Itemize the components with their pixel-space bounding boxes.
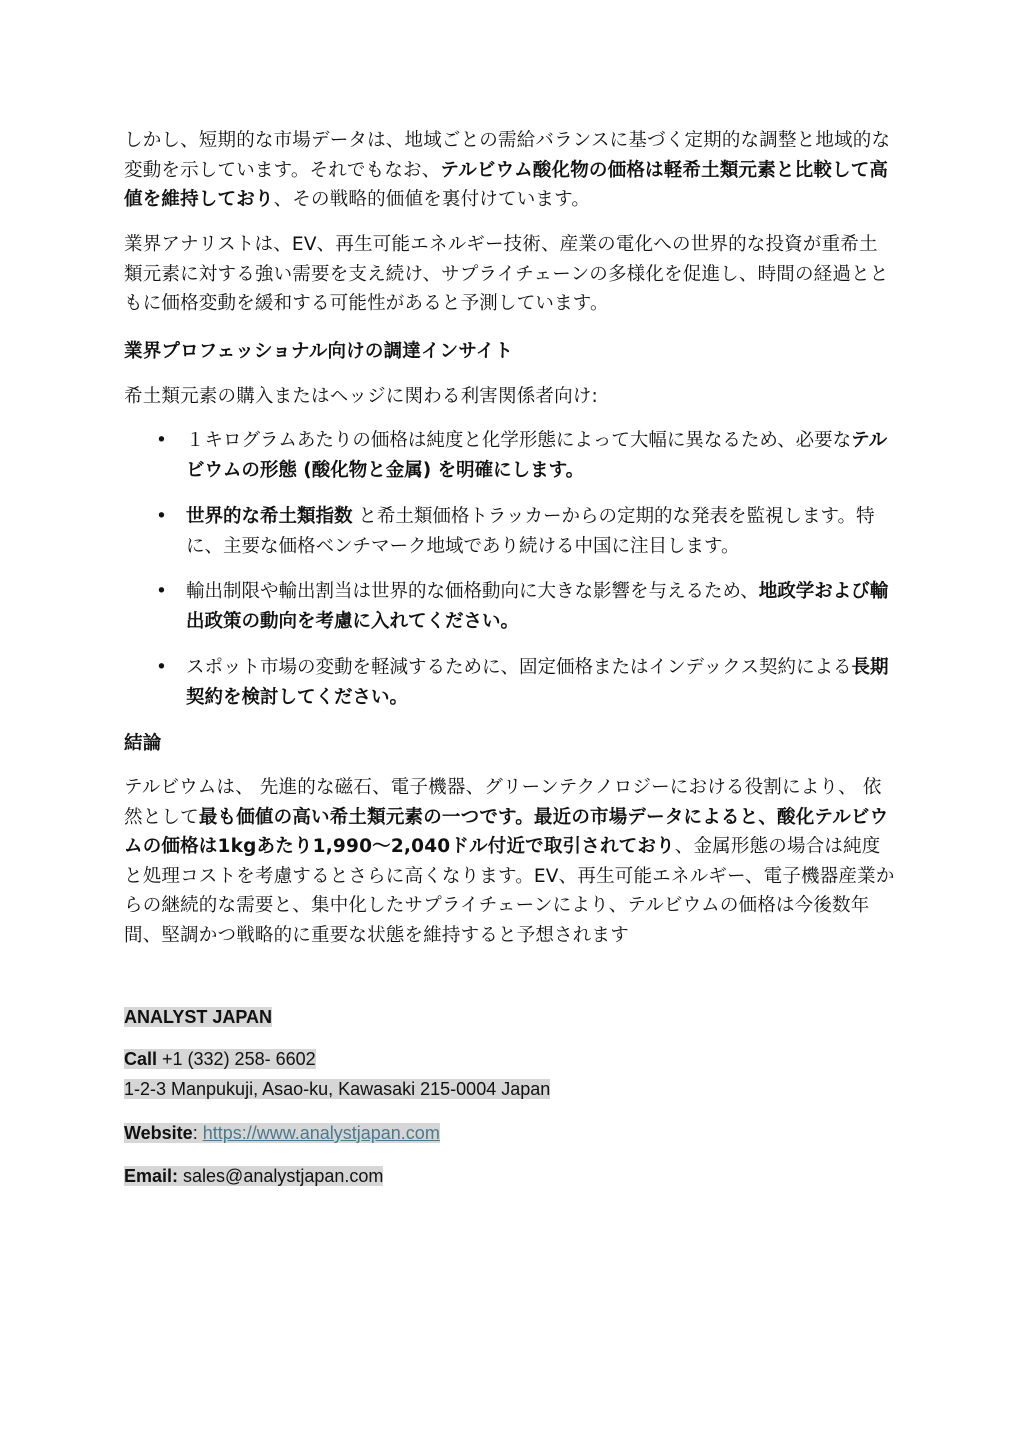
address-text: 1-2-3 Manpukuji, Asao-ku, Kawasaki 215-0004 Japan <box>124 1079 551 1099</box>
bullet-icon: • <box>156 657 167 678</box>
website-label: Website <box>124 1123 193 1143</box>
heading-conclusion: 結論 <box>124 733 162 754</box>
contact-website <box>124 1120 440 1147</box>
website-link[interactable]: https://www.analystjapan.com <box>202 1123 440 1143</box>
list-item <box>156 426 898 486</box>
bold-text: テルビウム酸化物の価格は軽希土類元素と比較して高値を維持しており <box>124 159 889 211</box>
list-item <box>156 502 898 562</box>
paragraph-market-data <box>124 126 896 215</box>
text: 、金属形態の場合は純度と処理コストを考慮するとさらに高くなります。EV、再生可能エネルギー、電子機器産業からの継続的な需要と、集中化したサプライチェーンにより、テルビウムの価格は今後数年間、堅調かつ戦略的に重要な状態を維持すると予想されます <box>124 836 895 946</box>
bold-text: テルビウムの形態 (酸化物と金属) を明確にします。 <box>186 430 888 481</box>
text: テルビウムは、 先進的な磁石、電子機器、グリーンテクノロジーにおける役割により、 依然として <box>124 777 882 828</box>
separator: : <box>192 1123 203 1143</box>
list-item <box>156 577 898 637</box>
intro-text: 希土類元素の購入またはヘッジに関わる利害関係者向け: <box>124 386 598 407</box>
text: と希土類価格トラッカーからの定期的な発表を監視します。特に、主要な価格ベンチマーク地域であり続ける中国に注目します。 <box>186 506 875 557</box>
list-item <box>156 653 898 713</box>
contact-email <box>124 1163 383 1190</box>
phone-number: +1 (332) 258- 6602 <box>157 1049 316 1069</box>
bullet-icon: • <box>156 506 167 527</box>
text: しかし、短期的な市場データは、地域ごとの需給バランスに基づく定期的な調整と地域的な変動を示しています。それでもなお、 <box>124 130 891 181</box>
paragraph-analyst-forecast: 業界アナリストは、EV、再生可能エネルギー技術、産業の電化への世界的な投資が重希土類元素に対する強い需要を支え続け、サプライチェーンの多様化を促進し、時間の経過とともに価格変動を緩和する可能性があると予測しています。 <box>124 234 889 315</box>
email-label: Email: <box>124 1166 179 1186</box>
bullet-icon: • <box>156 581 167 602</box>
bold-text: 最も価値の高い希土類元素の一つです。最近の市場データによると、酸化テルビウムの価格は1kgあたり1,990～2,040ドル付近で取引されており <box>124 806 889 858</box>
company-name: ANALYST JAPAN <box>124 1007 273 1027</box>
text: スポット市場の変動を軽減するために、固定価格またはインデックス契約による <box>186 657 852 678</box>
text: 輸出制限や輸出割当は世界的な価格動向に大きな影響を与えるため、 <box>186 581 759 602</box>
paragraph-conclusion <box>124 773 896 951</box>
bullet-icon: • <box>156 430 167 451</box>
heading-procurement-insights: 業界プロフェッショナル向けの調達インサイト <box>124 341 514 362</box>
text: 、その戦略的価値を裏付けています。 <box>273 189 591 211</box>
contact-address <box>124 1076 550 1103</box>
contact-company <box>124 1004 272 1031</box>
call-label: Call <box>124 1049 158 1069</box>
contact-phone <box>124 1046 316 1073</box>
bold-text: 長期契約を検討してください。 <box>186 657 889 708</box>
email-address: sales@analystjapan.com <box>178 1166 384 1186</box>
text: １キログラムあたりの価格は純度と化学形態によって大幅に異なるため、必要な <box>186 430 852 451</box>
bold-text: 世界的な希土類指数 <box>186 506 353 527</box>
bold-text: 地政学および輸出政策の動向を考慮に入れてください。 <box>186 581 889 632</box>
